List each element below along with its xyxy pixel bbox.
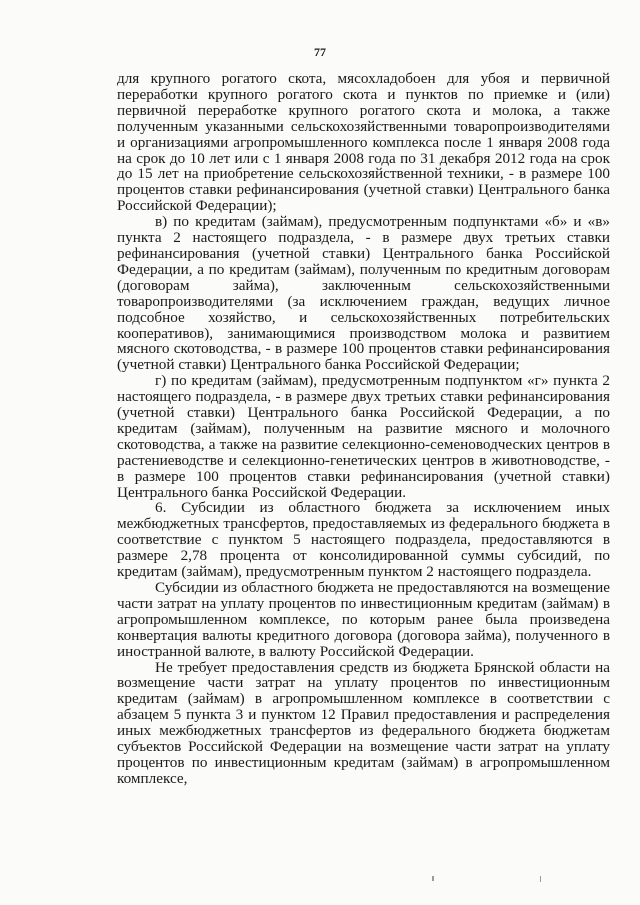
paragraph-continuation: для крупного рогатого скота, мясохладобоен для убоя и первичной переработки крупного рогатого скота и пунктов по приемке и (или) первичной переработке крупного рогатого скота и молока, а также полученным указанными сельскохозяйственными товаропроизводителями и организациями агропромышленного комплекса после 1 января 2008 года на срок до 10 лет или с 1 января 2008 года по 31 декабря 2012 года на срок до 15 лет на приобретение сельскохозяйственной техники, - в размере 100 процентов ставки рефинансирования (учетной ставки) Центрального банка Российской Федерации); (117, 70, 610, 215)
paragraph-item-v: в) по кредитам (займам), предусмотренным подпунктами «б» и «в» пункта 2 настоящего подраздела, - в размере двух третьих ставки рефинансирования (учетной ставки) Центрального банка Российской Федерации, а по кредитам (займам), полученным по кредитным договорам (договорам займа), заключенным сельскохозяйственными товаропроизводителями (за исключением граждан, ведущих личное подсобное хозяйство, и сельскохозяйственных потребительских кооперативов), занимающимися производством молока и развитием мясного скотоводства, - в размере 100 процентов ставки рефинансирования (учетной ставки) Центрального банка Российской Федерации; (117, 213, 610, 374)
page-number: 77 (314, 45, 326, 59)
paragraph-bryansk-budget: Не требует предоставления средств из бюджета Брянской области на возмещение части затрат на уплату процентов по инвестиционным кредитам (займам) в агропромышленном комплексе в соответствии с абзацем 5 пункта 3 и пунктом 12 Правил предоставления и распределения иных межбюджетных трансфертов из федерального бюджета бюджетам субъектов Российской Федерации на возмещение части затрат на уплату процентов по инвестиционным кредитам (займам) в агропромышленном комплексе, (117, 658, 610, 787)
scan-speck (540, 876, 541, 882)
paragraph-point-6: 6. Субсидии из областного бюджета за исключением иных межбюджетных трансфертов, предоставляемых из федерального бюджета в соответствие с пунктом 5 настоящего подраздела, предоставляются в размере 2,78 процента от консолидированной суммы субсидий, по кредитам (займам), предусмотренным пунктом 2 настоящего подраздела. (117, 499, 610, 581)
paragraph-subsidies-exclusion: Субсидии из областного бюджета не предоставляются на возмещение части затрат на уплату процентов по инвестиционным кредитам (займам) в агропромышленном комплексе, по которым ранее была произведена конвертация валюты кредитного договора (договора займа), полученного в иностранной валюте, в валюту Российской Федерации. (117, 579, 610, 660)
paragraph-item-g: г) по кредитам (займам), предусмотренным подпунктом «г» пункта 2 настоящего подраздела, - в размере двух третьих ставки рефинансирования (учетной ставки) Центрального банка Российской Федерации, а по кредитам (займам), полученным на развитие мясного и молочного скотоводства, а также на развитие селекционно-семеноводческих центров в растениеводстве и селекционно-генетических центров в животноводстве, - в размере 100 процентов ставки рефинансирования (учетной ставки) Центрального банка Российской Федерации. (117, 372, 610, 501)
document-body (117, 71, 610, 787)
scan-speck (432, 876, 434, 881)
